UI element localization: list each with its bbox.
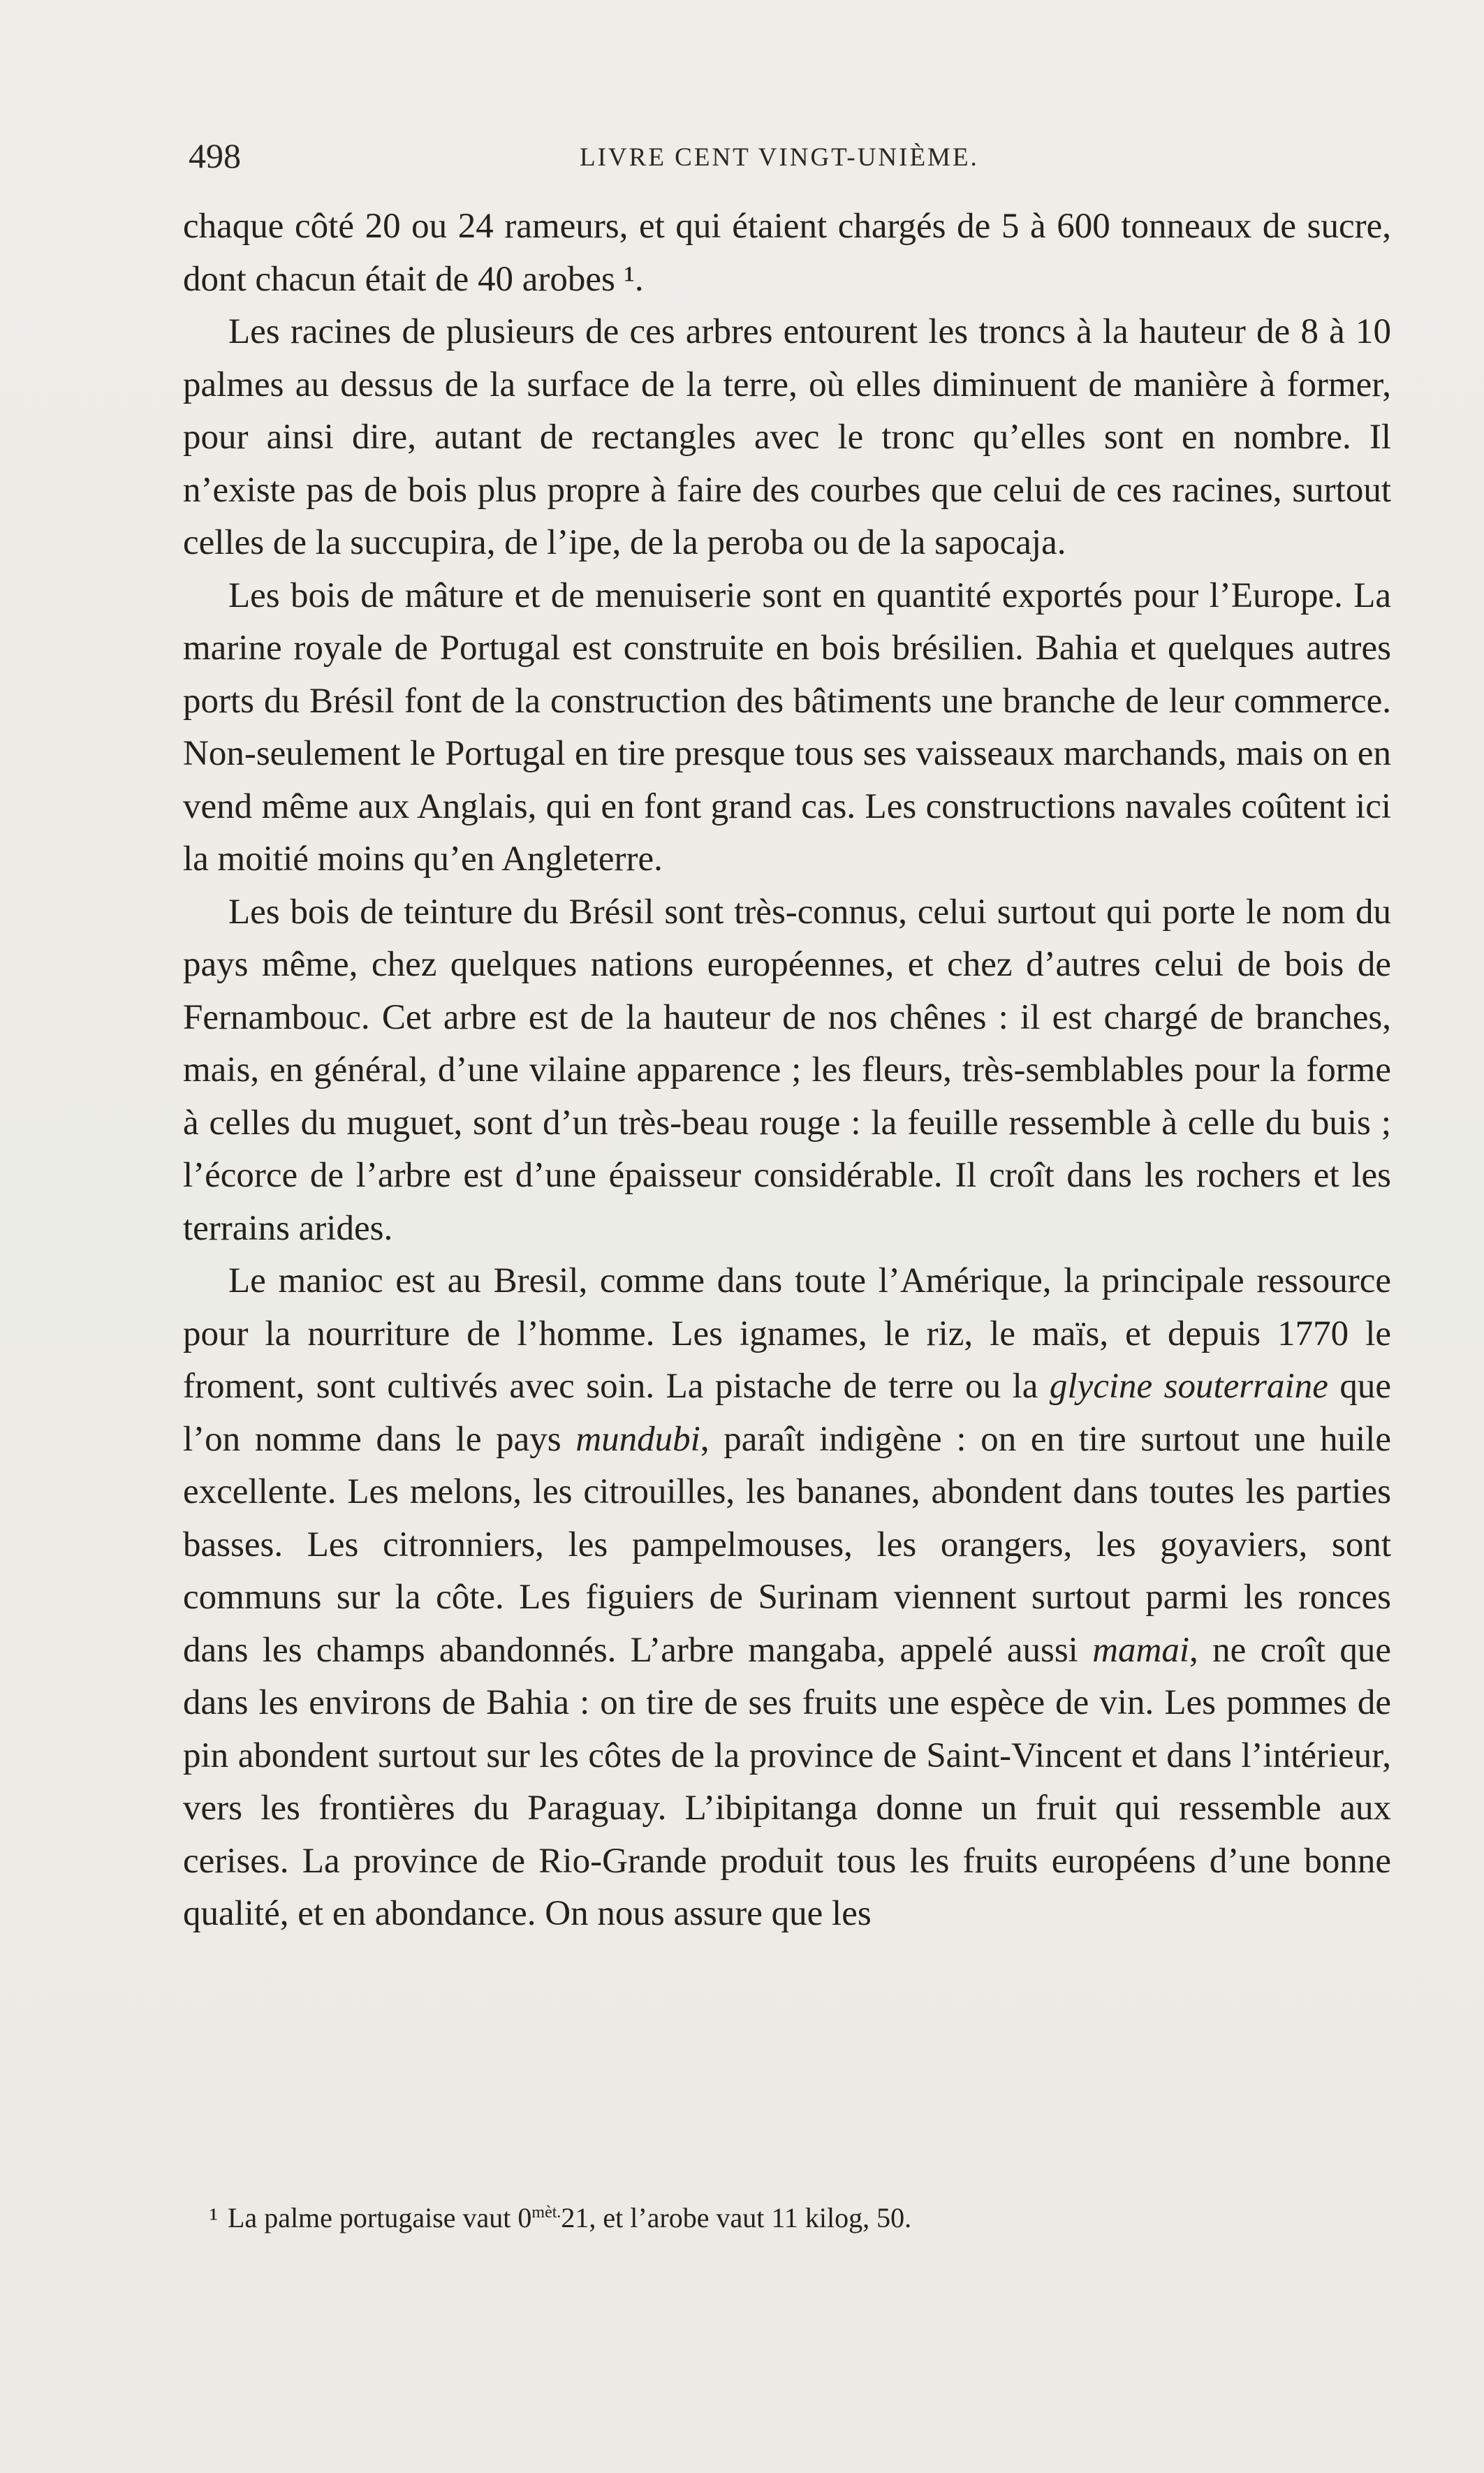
paragraph	[183, 200, 1391, 306]
paragraph	[183, 886, 1391, 1256]
text-run: , paraît indigène : on en tire surtout une huile excellente. Les melons, les citrouilles, les bananes, abondent dans toutes les parties basses. Les citronniers, les pampelmouses, les orangers, les goyaviers, sont communs sur la côte. Les figuiers de Surinam viennent surtout parmi les ronces dans les champs abandonnés. L’arbre mangaba, appelé aussi	[183, 1419, 1391, 1670]
text-run: que l’on nomme dans le pays	[183, 1367, 1391, 1459]
text-run: Les bois de teinture du Brésil sont très-connus, celui surtout qui porte le nom du pays même, chez quelques nations européennes, et chez d’autres celui de bois de Fernambouc. Cet arbre est de la hauteur de nos chênes : il est chargé de branches, mais, en général, d’une vilaine apparence ; les fleurs, très-semblables pour la forme à celles du muguet, sont d’un très-beau rouge : la feuille ressemble à celle du buis ; l’écorce de l’arbre est d’une épaisseur considérable. Il croît dans les rochers et les terrains arides.	[183, 892, 1391, 1248]
text-run: , ne croît que dans les environs de Bahia : on tire de ses fruits une espèce de vin. Les pommes de pin abondent surtout sur les côtes de la province de Saint-Vincent et dans l’intérieur, vers les frontières du Paraguay. L’ibipitanga donne un fruit qui ressemble aux cerises. La province de Rio-Grande produit tous les fruits européens d’une bonne qualité, et en abondance. On nous assure que les	[183, 1630, 1392, 1933]
footnote	[210, 2192, 1390, 2239]
body-text	[183, 200, 1391, 1941]
footnote-text-after: 21, et l’arobe vaut 11 kilog, 50.	[561, 2202, 912, 2233]
footnote-text-before: La palme portugaise vaut 0	[228, 2202, 532, 2233]
text-run: Le manioc est au Bresil, comme dans toute l’Amérique, la principale ressource pour la nourriture de l’homme. Les ignames, le riz, le maïs, et depuis 1770 le froment, sont cultivés avec soin. La pistache de terre ou la	[183, 1261, 1391, 1406]
text-run: Les bois de mâture et de menuiserie sont en quantité exportés pour l’Europe. La marine royale de Portugal est construite en bois brésilien. Bahia et quelques autres ports du Brésil font de la construction des bâtiments une branche de leur commerce. Non-seulement le Portugal en tire presque tous ses vaisseaux marchands, mais on en vend même aux Anglais, qui en font grand cas. Les constructions navales coûtent ici la moitié moins qu’en Angleterre.	[183, 575, 1391, 879]
text-run: Les racines de plusieurs de ces arbres entourent les troncs à la hauteur de 8 à 10 palmes au dessus de la surface de la terre, où elles diminuent de manière à former, pour ainsi dire, autant de rectangles avec le tronc qu’elles sont en nombre. Il n’existe pas de bois plus propre à faire des courbes que celui de ces racines, surtout celles de la succupira, de l’ipe, de la peroba ou de la sapocaja.	[183, 312, 1391, 562]
italic-term: glycine souterraine	[1049, 1367, 1328, 1406]
footnote-mark: ¹	[210, 2202, 218, 2233]
running-title: LIVRE CENT VINGT-UNIÈME.	[580, 143, 979, 172]
page-number: 498	[189, 136, 241, 175]
footnote-unit-superscript: mèt.	[531, 2203, 561, 2222]
running-header	[189, 131, 1390, 180]
text-run: chaque côté 20 ou 24 rameurs, et qui étaient chargés de 5 à 600 tonneaux de sucre, dont chacun était de 40 arobes ¹.	[183, 207, 1391, 299]
paragraph	[183, 306, 1391, 570]
paragraph	[183, 1255, 1391, 1941]
italic-term: mamai	[1092, 1630, 1190, 1670]
italic-term: mundubi	[575, 1419, 700, 1459]
paragraph	[183, 570, 1391, 886]
